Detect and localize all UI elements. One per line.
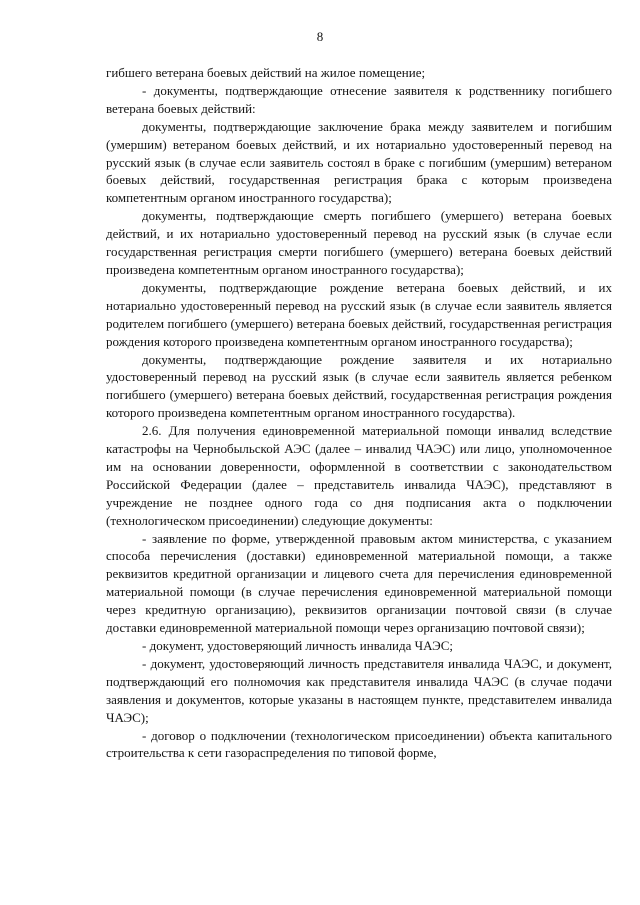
page-number: 8: [316, 29, 324, 44]
list-item-application-form: - заявление по форме, утвержденной правовым актом министерства, с указанием способа перечисления (доставки) единовременной материальной помощи, а также реквизитов кредитной организации и лицевого счета для перечисления единовременной материальной помощи (в случае перечисления единовременной материальной помощи через кредитную организацию), реквизитов организации почтовой связи (в случае доставки единовременной материальной помощи через организацию почтовой связи);: [106, 530, 612, 636]
paragraph-veteran-birth-documents: документы, подтверждающие рождение ветерана боевых действий, и их нотариально удостоверенный перевод на русский язык (в случае если заявитель является родителем погибшего (умершего) ветерана боевых действий, государственная регистрация рождения которого произведена компетентным органом иностранного государства);: [106, 279, 612, 349]
list-item-connection-contract: - договор о подключении (технологическом присоединении) объекта капитального строительства к сети газораспределения по типовой форме,: [106, 727, 612, 761]
paragraph-section-2-6: 2.6. Для получения единовременной материальной помощи инвалид вследствие катастрофы на Чернобыльской АЭС (далее – инвалид ЧАЭС) или лицо, уполномоченное им на основании доверенности, оформленной в соответствии с законодательством Российской Федерации (далее – представитель инвалида ЧАЭС), представляют в учреждение не позднее одного года со дня подписания акта о подключении (технологическом присоединении) следующие документы:: [106, 423, 612, 528]
paragraph-marriage-documents: документы, подтверждающие заключение брака между заявителем и погибшим (умершим) ветераном боевых действий, и их нотариально удостоверенный перевод на русский язык (в случае если заявитель состоял в браке с погибшим (умершим) ветераном боевых действий, государственная регистрация брака с которым произведена компетентным органом иностранного государства);: [106, 118, 612, 206]
paragraph-continuation: гибшего ветерана боевых действий на жилое помещение;: [106, 65, 426, 80]
paragraph-applicant-birth-documents: документы, подтверждающие рождение заявителя и их нотариально удостоверенный перевод на русский язык (в случае если заявитель является ребенком погибшего (умершего) ветерана боевых действий, государственная регистрация рождения которого произведена компетентным органом иностранного государства).: [106, 351, 612, 421]
paragraph-relative-documents: - документы, подтверждающие отнесение заявителя к родственнику погибшего ветерана боевых действий:: [106, 82, 612, 116]
document-body: [106, 64, 612, 762]
list-item-representative-documents: - документ, удостоверяющий личность представителя инвалида ЧАЭС, и документ, подтверждающий его полномочия как представителя инвалида ЧАЭС (в случае подачи заявления и документов, которые указаны в настоящем пункте, представителем инвалида ЧАЭС);: [106, 655, 612, 725]
list-item-identity-document: - документ, удостоверяющий личность инвалида ЧАЭС;: [142, 638, 454, 653]
paragraph-death-documents: документы, подтверждающие смерть погибшего (умершего) ветерана боевых действий, и их нотариально удостоверенный перевод на русский язык (в случае если государственная регистрация смерти погибшего (умершего) ветерана боевых действий произведена компетентным органом иностранного государства);: [106, 208, 612, 277]
